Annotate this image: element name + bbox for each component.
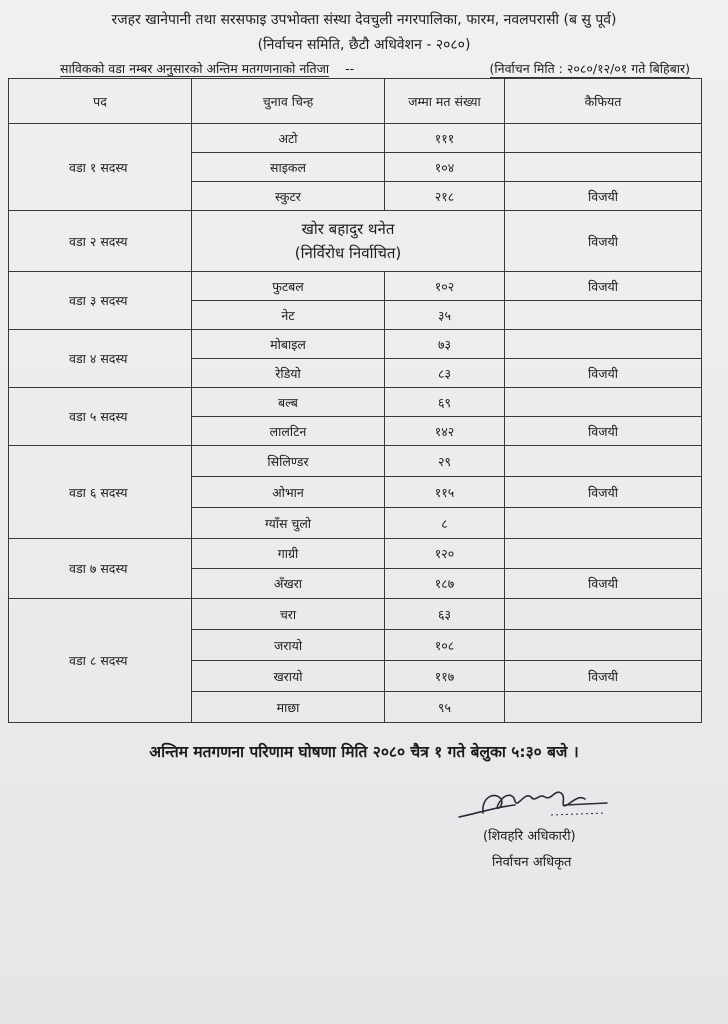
officer-name: (शिवहरि अधिकारी) [483, 829, 576, 844]
votes-cell: ६९ [385, 388, 505, 417]
subtitle-separator: -- [345, 61, 355, 76]
post-cell: वडा ६ सदस्य [9, 446, 192, 539]
unopposed-note: (निर्विरोध निर्वाचित) [294, 244, 402, 262]
table-row [9, 330, 702, 359]
votes-cell: २१८ [385, 182, 505, 211]
remark-cell [505, 301, 702, 330]
remark-cell: विजयी [505, 569, 702, 599]
remark-cell [505, 539, 702, 569]
symbol-cell: रेडियो [192, 359, 385, 388]
remark-cell [505, 388, 702, 417]
votes-cell: १८७ [385, 569, 505, 599]
symbol-cell: बल्ब [192, 388, 385, 417]
table-row [9, 599, 702, 630]
remark-cell: विजयी [505, 182, 702, 211]
result-subtitle: साविकको वडा नम्बर अनुसारको अन्तिम मतगणनाको नतिजा [60, 61, 330, 76]
votes-cell: ३५ [385, 301, 505, 330]
remark-cell [505, 124, 702, 153]
symbol-cell: गाग्री [192, 539, 385, 569]
votes-cell: ६३ [385, 599, 505, 630]
remark-cell [505, 599, 702, 630]
table-row [9, 211, 702, 272]
remark-cell: विजयी [505, 359, 702, 388]
votes-cell: ९५ [385, 692, 505, 723]
remark-cell: विजयी [505, 477, 702, 508]
table-row [9, 446, 702, 477]
table-row [9, 539, 702, 569]
symbol-cell: माछा [192, 692, 385, 723]
symbol-cell: अँखरा [192, 569, 385, 599]
votes-cell: १११ [385, 124, 505, 153]
symbol-cell: स्कुटर [192, 182, 385, 211]
symbol-cell: ग्याँस चुलो [192, 508, 385, 539]
post-cell: वडा ७ सदस्य [9, 539, 192, 599]
post-cell: वडा ८ सदस्य [9, 599, 192, 723]
remark-cell: विजयी [505, 661, 702, 692]
col-header-post: पद [9, 79, 192, 124]
votes-cell: ८ [385, 508, 505, 539]
result-subtitle-line [60, 60, 690, 78]
remark-cell [505, 330, 702, 359]
unopposed-cell [192, 211, 505, 272]
officer-title: निर्वाचन अधिकृत [492, 855, 572, 870]
votes-cell: १४२ [385, 417, 505, 446]
post-cell: वडा ५ सदस्य [9, 388, 192, 446]
votes-cell: ११५ [385, 477, 505, 508]
symbol-cell: साइकल [192, 153, 385, 182]
remark-cell [505, 153, 702, 182]
remark-cell [505, 692, 702, 723]
col-header-remark: कैफियत [505, 79, 702, 124]
remark-cell [505, 446, 702, 477]
symbol-cell: ओभान [192, 477, 385, 508]
election-date: (निर्वाचन मिति : २०८०/१२/०१ गते बिहिबार) [489, 61, 690, 76]
votes-cell: १२० [385, 539, 505, 569]
post-cell: वडा ४ सदस्य [9, 330, 192, 388]
votes-cell: ७३ [385, 330, 505, 359]
symbol-cell: चरा [192, 599, 385, 630]
remark-cell: विजयी [505, 211, 702, 272]
symbol-cell: मोबाइल [192, 330, 385, 359]
remark-cell [505, 630, 702, 661]
votes-cell: ११७ [385, 661, 505, 692]
symbol-cell: सिलिण्डर [192, 446, 385, 477]
votes-cell: २९ [385, 446, 505, 477]
table-row [9, 388, 702, 417]
symbol-cell: फुटबल [192, 272, 385, 301]
symbol-cell: लालटिन [192, 417, 385, 446]
post-cell: वडा २ सदस्य [9, 211, 192, 272]
unopposed-candidate: खोर बहादुर थनेत [301, 220, 395, 238]
symbol-cell: खरायो [192, 661, 385, 692]
remark-cell: विजयी [505, 272, 702, 301]
remark-cell: विजयी [505, 417, 702, 446]
org-heading: रजहर खानेपानी तथा सरसफाइ उपभोक्ता संस्था देवचुली नगरपालिका, फारम, नवलपरासी (ब सु पूर्व) [111, 12, 617, 28]
results-table [8, 78, 702, 723]
votes-cell: ८३ [385, 359, 505, 388]
col-header-symbol: चुनाव चिन्ह [192, 79, 385, 124]
col-header-votes: जम्मा मत संख्या [385, 79, 505, 124]
symbol-cell: अटो [192, 124, 385, 153]
votes-cell: १०४ [385, 153, 505, 182]
votes-cell: १०८ [385, 630, 505, 661]
committee-heading: (निर्वाचन समिति, छैटौ अधिवेशन - २०८०) [257, 37, 471, 53]
votes-cell: १०२ [385, 272, 505, 301]
post-cell: वडा ३ सदस्य [9, 272, 192, 330]
announcement-footer: अन्तिम मतगणना परिणाम घोषणा मिति २०८० चैत्र १ गते बेलुका ५:३० बजे । [149, 743, 579, 761]
table-row [9, 124, 702, 153]
symbol-cell: नेट [192, 301, 385, 330]
remark-cell [505, 508, 702, 539]
table-row [9, 272, 702, 301]
symbol-cell: जरायो [192, 630, 385, 661]
signature-icon [455, 783, 615, 828]
post-cell: वडा १ सदस्य [9, 124, 192, 211]
table-header-row [9, 79, 702, 124]
